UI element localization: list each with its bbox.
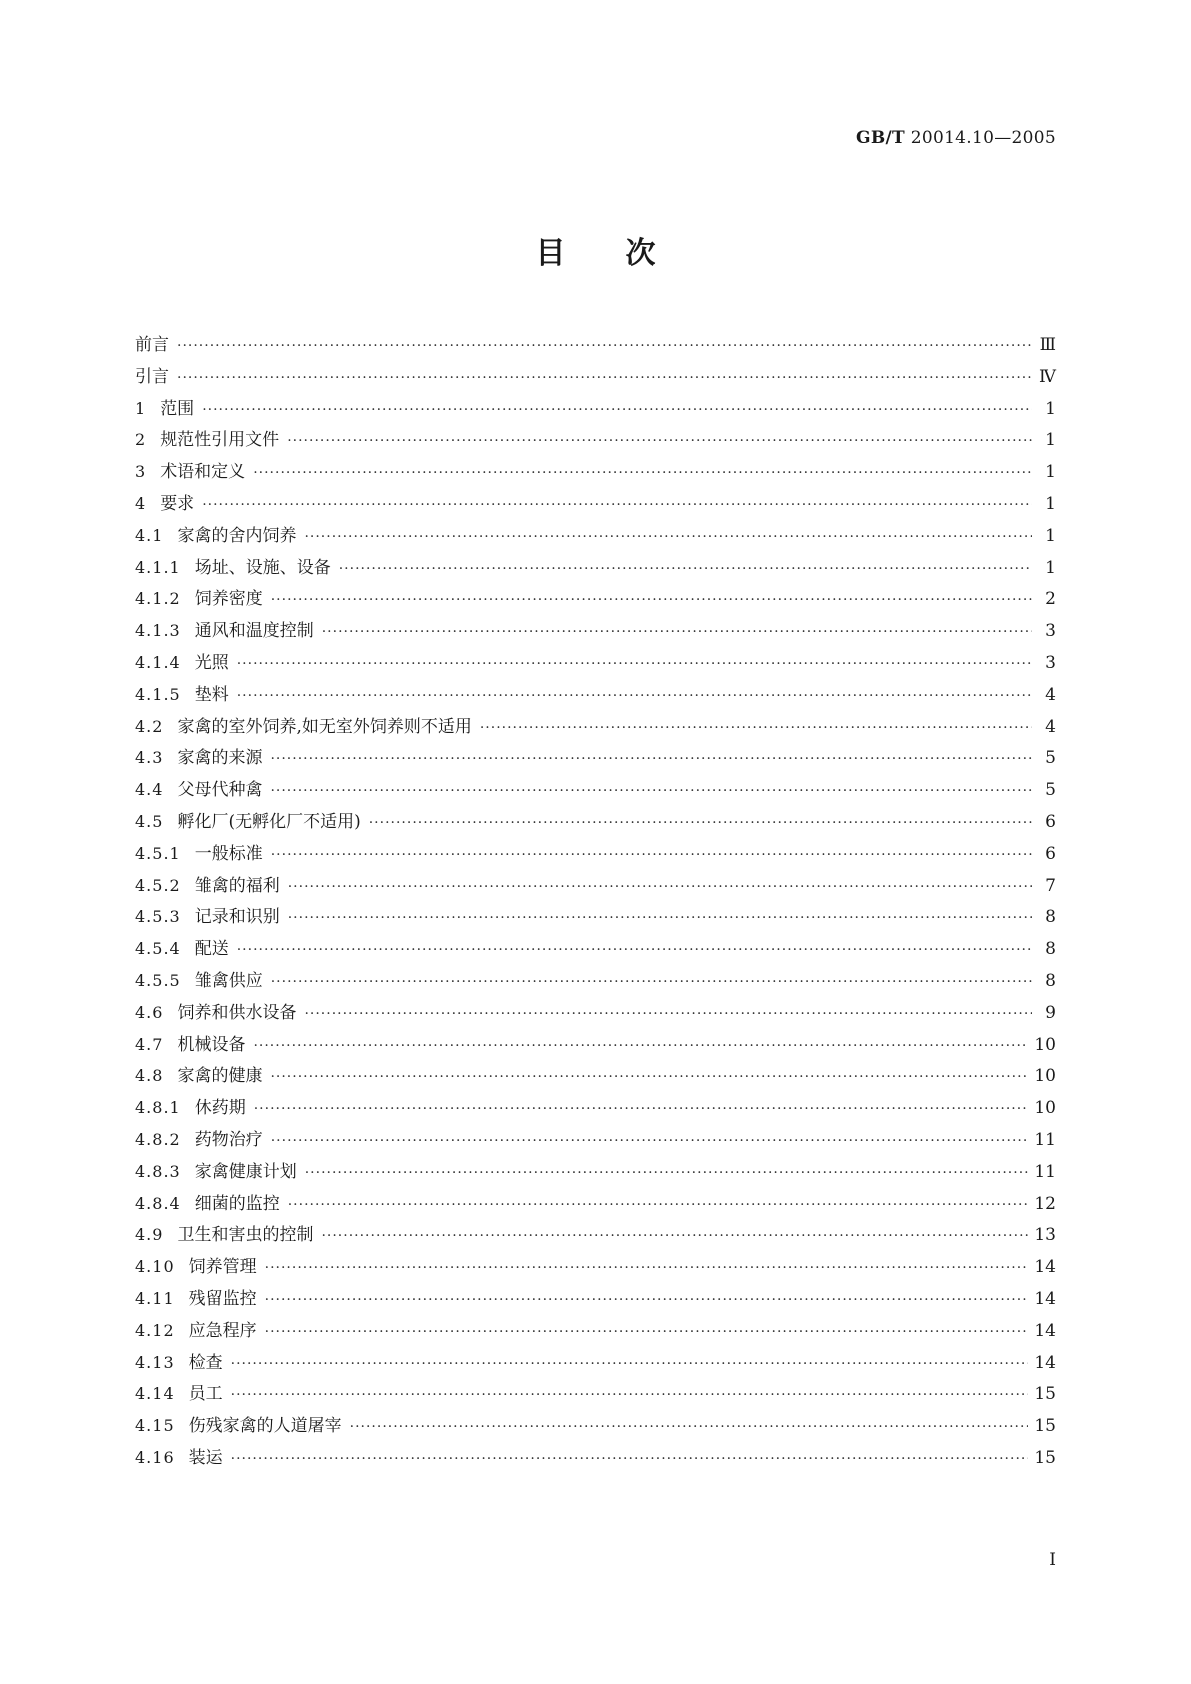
toc-entry-title: 场址、设施、设备	[194, 557, 331, 578]
toc-leader-dots	[270, 1069, 1028, 1085]
toc-leader-dots	[271, 1133, 1029, 1149]
toc-entry-page: 6	[1045, 811, 1056, 832]
toc-entry-number: 4.12	[135, 1320, 175, 1340]
toc-entry-number: 4.6	[135, 1002, 164, 1022]
toc-leader-dots	[271, 974, 1032, 990]
toc-entry-number: 4	[135, 493, 147, 513]
toc-entry-title: 休药期	[194, 1098, 246, 1119]
toc-entry-page: 10	[1034, 1098, 1056, 1119]
toc-entry-title: 引言	[135, 366, 169, 387]
toc-entry-title: 家禽的舍内饲养	[177, 525, 297, 546]
toc-entry-number: 4.4	[135, 780, 164, 800]
toc-entry-page: 5	[1045, 780, 1056, 801]
toc-entry[interactable]	[135, 616, 1056, 648]
toc-leader-dots	[339, 561, 1032, 577]
toc-entry-number: 4.5.4	[135, 939, 181, 959]
toc-entry-page: 14	[1034, 1352, 1056, 1373]
toc-entry[interactable]	[135, 1189, 1056, 1221]
toc-entry[interactable]	[135, 743, 1056, 775]
toc-entry-page: 1	[1045, 557, 1056, 578]
toc-entry-number: 3	[135, 462, 147, 482]
toc-entry-title: 前言	[135, 335, 169, 355]
toc-entry-page: 8	[1045, 939, 1056, 960]
toc-entry-page: 1	[1045, 493, 1056, 514]
toc-entry-number: 4.8	[135, 1066, 164, 1086]
toc-entry-page: 3	[1045, 621, 1056, 642]
toc-entry-number: 4.8.3	[135, 1161, 181, 1181]
toc-leader-dots	[202, 402, 1032, 418]
toc-entry-page: 2	[1045, 589, 1056, 610]
toc-entry-number: 4.5.5	[135, 970, 181, 990]
toc-leader-dots	[253, 465, 1032, 481]
table-of-contents	[135, 330, 1056, 1475]
toc-entry-title: 细菌的监控	[194, 1193, 280, 1214]
toc-entry[interactable]	[135, 966, 1056, 998]
toc-entry-title: 术语和定义	[160, 462, 246, 483]
toc-entry-title: 家禽的健康	[177, 1066, 263, 1087]
toc-entry-page: 6	[1045, 843, 1056, 864]
toc-entry-number: 4.10	[135, 1257, 175, 1277]
toc-entry-page: 15	[1034, 1447, 1056, 1468]
toc-entry[interactable]	[135, 998, 1056, 1030]
toc-entry[interactable]	[135, 839, 1056, 871]
toc-entry-number: 4.8.4	[135, 1193, 181, 1213]
toc-entry[interactable]	[135, 1348, 1056, 1380]
toc-entry[interactable]	[135, 362, 1056, 394]
toc-entry-page: 1	[1045, 430, 1056, 451]
toc-leader-dots	[231, 1356, 1029, 1372]
toc-entry-title: 孵化厂(无孵化厂不适用)	[177, 811, 361, 832]
toc-entry-number: 1	[135, 398, 147, 418]
toc-leader-dots	[288, 1197, 1029, 1213]
toc-leader-dots	[237, 656, 1032, 672]
toc-entry-number: 4.5	[135, 811, 164, 831]
toc-leader-dots	[265, 1260, 1029, 1276]
toc-entry-title: 配送	[194, 939, 229, 960]
toc-leader-dots	[237, 942, 1032, 958]
toc-leader-dots	[271, 592, 1032, 608]
toc-entry-page: 9	[1045, 1002, 1056, 1023]
toc-entry[interactable]	[135, 394, 1056, 426]
toc-entry[interactable]	[135, 1030, 1056, 1062]
toc-entry[interactable]	[135, 1411, 1056, 1443]
toc-entry-title: 光照	[194, 652, 229, 673]
toc-entry[interactable]	[135, 553, 1056, 585]
toc-entry[interactable]	[135, 1093, 1056, 1125]
toc-entry-title: 药物治疗	[194, 1129, 263, 1150]
toc-entry[interactable]	[135, 807, 1056, 839]
toc-entry[interactable]	[135, 871, 1056, 903]
toc-entry-page: 4	[1045, 716, 1056, 737]
page-title: 目次	[535, 236, 716, 271]
toc-leader-dots	[202, 497, 1032, 513]
toc-leader-dots	[265, 1292, 1029, 1308]
toc-entry-title: 通风和温度控制	[194, 621, 314, 642]
toc-leader-dots	[369, 815, 1032, 831]
toc-entry-page: 14	[1034, 1257, 1056, 1278]
toc-entry-title: 家禽健康计划	[194, 1161, 297, 1182]
toc-entry-page: 10	[1034, 1066, 1056, 1087]
toc-entry[interactable]	[135, 1061, 1056, 1093]
toc-leader-dots	[305, 1165, 1029, 1181]
toc-entry[interactable]	[135, 330, 1056, 362]
toc-entry[interactable]	[135, 1316, 1056, 1348]
toc-entry-number: 4.8.1	[135, 1098, 181, 1118]
toc-entry-number: 4.11	[135, 1288, 175, 1308]
toc-entry-number: 4.5.3	[135, 907, 181, 927]
toc-entry-page: Ⅲ	[1039, 335, 1056, 355]
page-number: I	[1049, 1550, 1056, 1570]
toc-entry-title: 雏禽的福利	[194, 875, 280, 896]
toc-entry-page: 10	[1034, 1034, 1056, 1055]
toc-entry[interactable]	[135, 489, 1056, 521]
toc-entry[interactable]	[135, 680, 1056, 712]
toc-entry-page: 1	[1045, 525, 1056, 546]
toc-entry-title: 垫料	[194, 684, 229, 705]
toc-entry-page: 1	[1045, 398, 1056, 419]
toc-leader-dots	[304, 1006, 1032, 1022]
toc-leader-dots	[304, 529, 1032, 545]
toc-entry-number: 4.1	[135, 525, 164, 545]
toc-leader-dots	[253, 1038, 1028, 1054]
toc-entry-page: 12	[1034, 1193, 1056, 1214]
toc-entry-number: 4.1.4	[135, 652, 181, 672]
toc-leader-dots	[177, 338, 1032, 354]
toc-entry[interactable]	[135, 1284, 1056, 1316]
toc-entry-title: 饲养管理	[188, 1257, 257, 1278]
toc-entry-page: 5	[1045, 748, 1056, 769]
toc-entry-number: 4.1.2	[135, 589, 181, 609]
toc-entry-title: 伤残家禽的人道屠宰	[188, 1416, 342, 1437]
standard-code-prefix: GB/T	[856, 128, 905, 148]
toc-leader-dots	[237, 688, 1032, 704]
toc-entry-title: 雏禽供应	[194, 970, 263, 991]
toc-entry-page: 7	[1045, 875, 1056, 896]
toc-leader-dots	[270, 783, 1032, 799]
toc-entry[interactable]	[135, 712, 1056, 744]
toc-leader-dots	[322, 624, 1032, 640]
toc-entry-title: 要求	[160, 493, 195, 514]
toc-entry-title: 机械设备	[177, 1034, 246, 1055]
toc-entry-number: 4.1.1	[135, 557, 181, 577]
toc-entry-title: 应急程序	[188, 1320, 257, 1341]
toc-entry[interactable]	[135, 1252, 1056, 1284]
toc-entry-title: 残留监控	[188, 1288, 257, 1309]
toc-entry-title: 范围	[160, 398, 195, 419]
toc-entry[interactable]	[135, 521, 1056, 553]
toc-entry-page: 4	[1045, 684, 1056, 705]
toc-leader-dots	[321, 1228, 1028, 1244]
toc-entry-number: 2	[135, 430, 147, 450]
toc-entry-number: 4.5.1	[135, 843, 181, 863]
toc-entry[interactable]	[135, 425, 1056, 457]
toc-entry[interactable]	[135, 902, 1056, 934]
toc-entry-title: 家禽的来源	[177, 748, 263, 769]
toc-entry[interactable]	[135, 584, 1056, 616]
toc-leader-dots	[254, 1101, 1029, 1117]
toc-entry[interactable]	[135, 1220, 1056, 1252]
toc-leader-dots	[350, 1419, 1029, 1435]
toc-entry-number: 4.15	[135, 1416, 175, 1436]
toc-entry-number: 4.16	[135, 1447, 175, 1467]
toc-entry-number: 4.8.2	[135, 1129, 181, 1149]
toc-entry[interactable]	[135, 457, 1056, 489]
toc-entry-number: 4.14	[135, 1384, 175, 1404]
toc-leader-dots	[271, 847, 1032, 863]
toc-entry-title: 规范性引用文件	[160, 430, 280, 451]
toc-entry-page: 11	[1034, 1129, 1056, 1150]
toc-entry-number: 4.7	[135, 1034, 164, 1054]
toc-entry[interactable]	[135, 648, 1056, 680]
toc-entry-page: 8	[1045, 907, 1056, 928]
toc-entry-page: 14	[1034, 1288, 1056, 1309]
toc-entry[interactable]	[135, 934, 1056, 966]
toc-leader-dots	[231, 1451, 1029, 1467]
toc-entry-page: 8	[1045, 970, 1056, 991]
toc-entry-title: 装运	[188, 1447, 223, 1468]
toc-entry-page: Ⅳ	[1039, 366, 1056, 387]
toc-entry[interactable]	[135, 775, 1056, 807]
toc-entry-number: 4.13	[135, 1352, 175, 1372]
standard-code	[856, 128, 1056, 148]
toc-leader-dots	[480, 720, 1032, 736]
toc-entry-page: 3	[1045, 652, 1056, 673]
toc-entry-title: 一般标准	[194, 843, 263, 864]
toc-leader-dots	[288, 910, 1032, 926]
toc-entry-title: 饲养和供水设备	[177, 1002, 297, 1023]
toc-entry[interactable]	[135, 1379, 1056, 1411]
toc-entry-page: 13	[1034, 1225, 1056, 1246]
toc-leader-dots	[177, 370, 1032, 386]
toc-entry-page: 15	[1034, 1416, 1056, 1437]
toc-entry-page: 1	[1045, 462, 1056, 483]
toc-entry-number: 4.1.3	[135, 621, 181, 641]
toc-entry[interactable]	[135, 1443, 1056, 1475]
toc-leader-dots	[231, 1387, 1029, 1403]
toc-entry-page: 15	[1034, 1384, 1056, 1405]
toc-leader-dots	[265, 1324, 1029, 1340]
toc-entry-title: 饲养密度	[194, 589, 263, 610]
toc-entry-title: 父母代种禽	[177, 780, 263, 801]
toc-entry[interactable]	[135, 1157, 1056, 1189]
standard-code-number: 20014.10—2005	[910, 128, 1056, 148]
toc-entry-number: 4.1.5	[135, 684, 181, 704]
toc-entry-title: 员工	[188, 1384, 223, 1405]
toc-entry-title: 家禽的室外饲养,如无室外饲养则不适用	[177, 716, 472, 737]
toc-leader-dots	[287, 433, 1032, 449]
toc-entry-number: 4.3	[135, 748, 164, 768]
toc-entry[interactable]	[135, 1125, 1056, 1157]
toc-leader-dots	[288, 879, 1032, 895]
toc-entry-title: 检查	[188, 1352, 223, 1373]
toc-entry-number: 4.5.2	[135, 875, 181, 895]
toc-entry-number: 4.9	[135, 1225, 164, 1245]
toc-leader-dots	[270, 751, 1032, 767]
toc-entry-page: 11	[1034, 1161, 1056, 1182]
toc-entry-title: 记录和识别	[194, 907, 280, 928]
toc-entry-page: 14	[1034, 1320, 1056, 1341]
toc-entry-number: 4.2	[135, 716, 164, 736]
toc-entry-title: 卫生和害虫的控制	[177, 1225, 314, 1246]
